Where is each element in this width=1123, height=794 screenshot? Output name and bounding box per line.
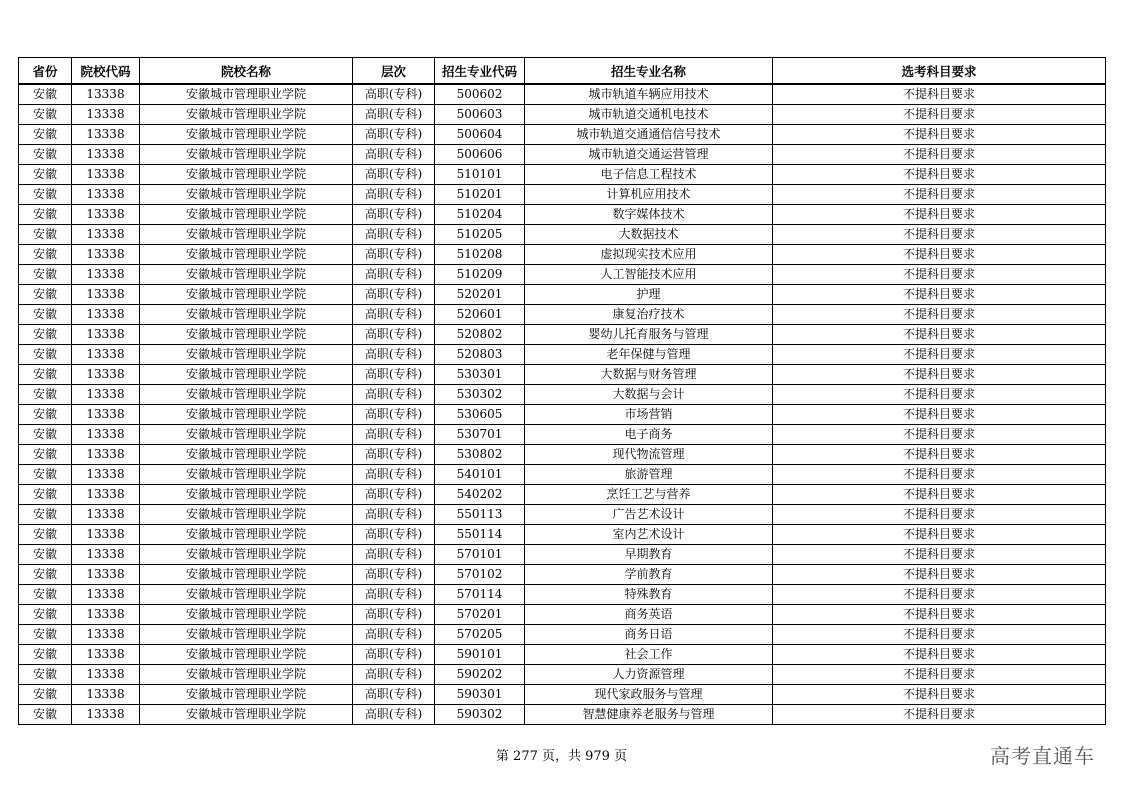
school-name-cell: 安徽城市管理职业学院 bbox=[140, 465, 353, 485]
major-name-cell: 婴幼儿托育服务与管理 bbox=[525, 325, 773, 345]
major-name-cell: 城市轨道交通机电技术 bbox=[525, 105, 773, 125]
major-name-cell: 电子信息工程技术 bbox=[525, 165, 773, 185]
school-name-cell: 安徽城市管理职业学院 bbox=[140, 305, 353, 325]
school-code-cell: 13338 bbox=[72, 505, 140, 525]
table-row bbox=[19, 525, 1106, 545]
school-code-cell: 13338 bbox=[72, 145, 140, 165]
major-name-cell: 室内艺术设计 bbox=[525, 525, 773, 545]
header-school-name: 院校名称 bbox=[140, 58, 353, 85]
province-cell: 安徽 bbox=[19, 565, 72, 585]
subject-requirement-cell: 不提科目要求 bbox=[773, 225, 1106, 245]
table-row bbox=[19, 465, 1106, 485]
major-name-cell: 数字媒体技术 bbox=[525, 205, 773, 225]
level-cell: 高职(专科) bbox=[353, 125, 435, 145]
header-major-name: 招生专业名称 bbox=[525, 58, 773, 85]
subject-requirement-cell: 不提科目要求 bbox=[773, 445, 1106, 465]
subject-requirement-cell: 不提科目要求 bbox=[773, 125, 1106, 145]
major-code-cell: 570102 bbox=[435, 565, 525, 585]
level-cell: 高职(专科) bbox=[353, 345, 435, 365]
major-code-cell: 500604 bbox=[435, 125, 525, 145]
school-code-cell: 13338 bbox=[72, 345, 140, 365]
school-code-cell: 13338 bbox=[72, 84, 140, 105]
table-row bbox=[19, 425, 1106, 445]
major-code-cell: 570201 bbox=[435, 605, 525, 625]
province-cell: 安徽 bbox=[19, 285, 72, 305]
province-cell: 安徽 bbox=[19, 525, 72, 545]
province-cell: 安徽 bbox=[19, 365, 72, 385]
school-code-cell: 13338 bbox=[72, 625, 140, 645]
level-cell: 高职(专科) bbox=[353, 365, 435, 385]
table-row bbox=[19, 565, 1106, 585]
major-code-cell: 500603 bbox=[435, 105, 525, 125]
level-cell: 高职(专科) bbox=[353, 305, 435, 325]
table-row bbox=[19, 405, 1106, 425]
province-cell: 安徽 bbox=[19, 585, 72, 605]
major-name-cell: 护理 bbox=[525, 285, 773, 305]
school-name-cell: 安徽城市管理职业学院 bbox=[140, 665, 353, 685]
major-name-cell: 商务日语 bbox=[525, 625, 773, 645]
table-row bbox=[19, 445, 1106, 465]
school-name-cell: 安徽城市管理职业学院 bbox=[140, 125, 353, 145]
province-cell: 安徽 bbox=[19, 485, 72, 505]
table-row bbox=[19, 145, 1106, 165]
subject-requirement-cell: 不提科目要求 bbox=[773, 105, 1106, 125]
table-row bbox=[19, 705, 1106, 725]
subject-requirement-cell: 不提科目要求 bbox=[773, 245, 1106, 265]
level-cell: 高职(专科) bbox=[353, 585, 435, 605]
table-row bbox=[19, 305, 1106, 325]
major-code-cell: 540101 bbox=[435, 465, 525, 485]
school-code-cell: 13338 bbox=[72, 325, 140, 345]
level-cell: 高职(专科) bbox=[353, 84, 435, 105]
province-cell: 安徽 bbox=[19, 305, 72, 325]
school-code-cell: 13338 bbox=[72, 545, 140, 565]
level-cell: 高职(专科) bbox=[353, 705, 435, 725]
school-code-cell: 13338 bbox=[72, 245, 140, 265]
level-cell: 高职(专科) bbox=[353, 525, 435, 545]
school-code-cell: 13338 bbox=[72, 705, 140, 725]
school-name-cell: 安徽城市管理职业学院 bbox=[140, 685, 353, 705]
major-name-cell: 大数据与财务管理 bbox=[525, 365, 773, 385]
province-cell: 安徽 bbox=[19, 84, 72, 105]
major-code-cell: 550113 bbox=[435, 505, 525, 525]
table-row bbox=[19, 645, 1106, 665]
table-row bbox=[19, 225, 1106, 245]
watermark-logo: 高考直通车 bbox=[990, 744, 1095, 768]
major-code-cell: 520601 bbox=[435, 305, 525, 325]
school-name-cell: 安徽城市管理职业学院 bbox=[140, 505, 353, 525]
table-row bbox=[19, 605, 1106, 625]
table-row bbox=[19, 325, 1106, 345]
school-code-cell: 13338 bbox=[72, 105, 140, 125]
table-row bbox=[19, 365, 1106, 385]
subject-requirement-cell: 不提科目要求 bbox=[773, 425, 1106, 445]
school-code-cell: 13338 bbox=[72, 585, 140, 605]
table-row bbox=[19, 205, 1106, 225]
level-cell: 高职(专科) bbox=[353, 385, 435, 405]
level-cell: 高职(专科) bbox=[353, 145, 435, 165]
major-code-cell: 520803 bbox=[435, 345, 525, 365]
level-cell: 高职(专科) bbox=[353, 505, 435, 525]
subject-requirement-cell: 不提科目要求 bbox=[773, 165, 1106, 185]
province-cell: 安徽 bbox=[19, 445, 72, 465]
subject-requirement-cell: 不提科目要求 bbox=[773, 285, 1106, 305]
major-code-cell: 520802 bbox=[435, 325, 525, 345]
major-name-cell: 学前教育 bbox=[525, 565, 773, 585]
school-name-cell: 安徽城市管理职业学院 bbox=[140, 265, 353, 285]
major-name-cell: 智慧健康养老服务与管理 bbox=[525, 705, 773, 725]
major-name-cell: 康复治疗技术 bbox=[525, 305, 773, 325]
school-code-cell: 13338 bbox=[72, 285, 140, 305]
major-name-cell: 广告艺术设计 bbox=[525, 505, 773, 525]
school-code-cell: 13338 bbox=[72, 205, 140, 225]
level-cell: 高职(专科) bbox=[353, 485, 435, 505]
school-code-cell: 13338 bbox=[72, 645, 140, 665]
major-code-cell: 590301 bbox=[435, 685, 525, 705]
major-name-cell: 人力资源管理 bbox=[525, 665, 773, 685]
subject-requirement-cell: 不提科目要求 bbox=[773, 525, 1106, 545]
province-cell: 安徽 bbox=[19, 145, 72, 165]
school-code-cell: 13338 bbox=[72, 405, 140, 425]
table-row bbox=[19, 265, 1106, 285]
province-cell: 安徽 bbox=[19, 125, 72, 145]
province-cell: 安徽 bbox=[19, 425, 72, 445]
major-code-cell: 500602 bbox=[435, 84, 525, 105]
province-cell: 安徽 bbox=[19, 205, 72, 225]
subject-requirement-cell: 不提科目要求 bbox=[773, 585, 1106, 605]
level-cell: 高职(专科) bbox=[353, 285, 435, 305]
table-row bbox=[19, 245, 1106, 265]
table-row bbox=[19, 185, 1106, 205]
school-code-cell: 13338 bbox=[72, 445, 140, 465]
subject-requirement-cell: 不提科目要求 bbox=[773, 205, 1106, 225]
table-header bbox=[19, 58, 1106, 85]
major-name-cell: 早期教育 bbox=[525, 545, 773, 565]
school-code-cell: 13338 bbox=[72, 305, 140, 325]
province-cell: 安徽 bbox=[19, 665, 72, 685]
level-cell: 高职(专科) bbox=[353, 625, 435, 645]
header-level: 层次 bbox=[353, 58, 435, 85]
province-cell: 安徽 bbox=[19, 465, 72, 485]
major-name-cell: 电子商务 bbox=[525, 425, 773, 445]
subject-requirement-cell: 不提科目要求 bbox=[773, 84, 1106, 105]
subject-requirement-cell: 不提科目要求 bbox=[773, 685, 1106, 705]
header-row bbox=[19, 58, 1106, 85]
school-name-cell: 安徽城市管理职业学院 bbox=[140, 105, 353, 125]
major-name-cell: 旅游管理 bbox=[525, 465, 773, 485]
level-cell: 高职(专科) bbox=[353, 565, 435, 585]
level-cell: 高职(专科) bbox=[353, 685, 435, 705]
province-cell: 安徽 bbox=[19, 405, 72, 425]
province-cell: 安徽 bbox=[19, 245, 72, 265]
major-name-cell: 社会工作 bbox=[525, 645, 773, 665]
school-code-cell: 13338 bbox=[72, 485, 140, 505]
school-code-cell: 13338 bbox=[72, 185, 140, 205]
major-code-cell: 510208 bbox=[435, 245, 525, 265]
school-code-cell: 13338 bbox=[72, 265, 140, 285]
major-name-cell: 烹饪工艺与营养 bbox=[525, 485, 773, 505]
subject-requirement-cell: 不提科目要求 bbox=[773, 625, 1106, 645]
table-row bbox=[19, 345, 1106, 365]
school-name-cell: 安徽城市管理职业学院 bbox=[140, 385, 353, 405]
school-code-cell: 13338 bbox=[72, 365, 140, 385]
table-row bbox=[19, 545, 1106, 565]
major-code-cell: 570101 bbox=[435, 545, 525, 565]
school-name-cell: 安徽城市管理职业学院 bbox=[140, 185, 353, 205]
school-name-cell: 安徽城市管理职业学院 bbox=[140, 585, 353, 605]
school-name-cell: 安徽城市管理职业学院 bbox=[140, 625, 353, 645]
header-subject-requirement: 选考科目要求 bbox=[773, 58, 1106, 85]
subject-requirement-cell: 不提科目要求 bbox=[773, 145, 1106, 165]
major-name-cell: 特殊教育 bbox=[525, 585, 773, 605]
major-name-cell: 老年保健与管理 bbox=[525, 345, 773, 365]
school-code-cell: 13338 bbox=[72, 565, 140, 585]
table-row bbox=[19, 665, 1106, 685]
table-row bbox=[19, 685, 1106, 705]
school-code-cell: 13338 bbox=[72, 125, 140, 145]
major-code-cell: 530301 bbox=[435, 365, 525, 385]
table-row bbox=[19, 125, 1106, 145]
major-name-cell: 现代物流管理 bbox=[525, 445, 773, 465]
province-cell: 安徽 bbox=[19, 705, 72, 725]
major-name-cell: 大数据技术 bbox=[525, 225, 773, 245]
major-code-cell: 570114 bbox=[435, 585, 525, 605]
major-name-cell: 虚拟现实技术应用 bbox=[525, 245, 773, 265]
province-cell: 安徽 bbox=[19, 385, 72, 405]
province-cell: 安徽 bbox=[19, 625, 72, 645]
header-school-code: 院校代码 bbox=[72, 58, 140, 85]
major-code-cell: 590101 bbox=[435, 645, 525, 665]
level-cell: 高职(专科) bbox=[353, 465, 435, 485]
subject-requirement-cell: 不提科目要求 bbox=[773, 545, 1106, 565]
school-code-cell: 13338 bbox=[72, 525, 140, 545]
admission-table bbox=[18, 57, 1106, 725]
level-cell: 高职(专科) bbox=[353, 165, 435, 185]
major-code-cell: 570205 bbox=[435, 625, 525, 645]
header-major-code: 招生专业代码 bbox=[435, 58, 525, 85]
major-name-cell: 城市轨道交通通信信号技术 bbox=[525, 125, 773, 145]
school-name-cell: 安徽城市管理职业学院 bbox=[140, 525, 353, 545]
subject-requirement-cell: 不提科目要求 bbox=[773, 485, 1106, 505]
major-code-cell: 590302 bbox=[435, 705, 525, 725]
level-cell: 高职(专科) bbox=[353, 325, 435, 345]
school-name-cell: 安徽城市管理职业学院 bbox=[140, 325, 353, 345]
level-cell: 高职(专科) bbox=[353, 265, 435, 285]
province-cell: 安徽 bbox=[19, 505, 72, 525]
school-code-cell: 13338 bbox=[72, 385, 140, 405]
major-name-cell: 计算机应用技术 bbox=[525, 185, 773, 205]
major-name-cell: 城市轨道车辆应用技术 bbox=[525, 84, 773, 105]
level-cell: 高职(专科) bbox=[353, 665, 435, 685]
table-row bbox=[19, 625, 1106, 645]
major-name-cell: 人工智能技术应用 bbox=[525, 265, 773, 285]
school-name-cell: 安徽城市管理职业学院 bbox=[140, 345, 353, 365]
subject-requirement-cell: 不提科目要求 bbox=[773, 385, 1106, 405]
school-code-cell: 13338 bbox=[72, 665, 140, 685]
school-name-cell: 安徽城市管理职业学院 bbox=[140, 425, 353, 445]
subject-requirement-cell: 不提科目要求 bbox=[773, 665, 1106, 685]
major-code-cell: 510205 bbox=[435, 225, 525, 245]
province-cell: 安徽 bbox=[19, 105, 72, 125]
school-name-cell: 安徽城市管理职业学院 bbox=[140, 405, 353, 425]
level-cell: 高职(专科) bbox=[353, 545, 435, 565]
level-cell: 高职(专科) bbox=[353, 105, 435, 125]
province-cell: 安徽 bbox=[19, 185, 72, 205]
major-code-cell: 520201 bbox=[435, 285, 525, 305]
major-name-cell: 商务英语 bbox=[525, 605, 773, 625]
province-cell: 安徽 bbox=[19, 645, 72, 665]
header-province: 省份 bbox=[19, 58, 72, 85]
school-code-cell: 13338 bbox=[72, 685, 140, 705]
province-cell: 安徽 bbox=[19, 325, 72, 345]
level-cell: 高职(专科) bbox=[353, 205, 435, 225]
school-code-cell: 13338 bbox=[72, 225, 140, 245]
table-row bbox=[19, 84, 1106, 105]
major-code-cell: 530302 bbox=[435, 385, 525, 405]
table-row bbox=[19, 165, 1106, 185]
table-row bbox=[19, 585, 1106, 605]
table-row bbox=[19, 105, 1106, 125]
level-cell: 高职(专科) bbox=[353, 645, 435, 665]
subject-requirement-cell: 不提科目要求 bbox=[773, 505, 1106, 525]
school-code-cell: 13338 bbox=[72, 425, 140, 445]
school-name-cell: 安徽城市管理职业学院 bbox=[140, 84, 353, 105]
school-name-cell: 安徽城市管理职业学院 bbox=[140, 485, 353, 505]
school-name-cell: 安徽城市管理职业学院 bbox=[140, 605, 353, 625]
major-name-cell: 现代家政服务与管理 bbox=[525, 685, 773, 705]
subject-requirement-cell: 不提科目要求 bbox=[773, 565, 1106, 585]
subject-requirement-cell: 不提科目要求 bbox=[773, 465, 1106, 485]
school-code-cell: 13338 bbox=[72, 605, 140, 625]
subject-requirement-cell: 不提科目要求 bbox=[773, 605, 1106, 625]
table-body bbox=[19, 84, 1106, 725]
subject-requirement-cell: 不提科目要求 bbox=[773, 185, 1106, 205]
major-name-cell: 大数据与会计 bbox=[525, 385, 773, 405]
province-cell: 安徽 bbox=[19, 685, 72, 705]
school-name-cell: 安徽城市管理职业学院 bbox=[140, 645, 353, 665]
major-code-cell: 510101 bbox=[435, 165, 525, 185]
school-name-cell: 安徽城市管理职业学院 bbox=[140, 565, 353, 585]
table-row bbox=[19, 385, 1106, 405]
table-row bbox=[19, 485, 1106, 505]
school-name-cell: 安徽城市管理职业学院 bbox=[140, 245, 353, 265]
major-code-cell: 540202 bbox=[435, 485, 525, 505]
level-cell: 高职(专科) bbox=[353, 445, 435, 465]
subject-requirement-cell: 不提科目要求 bbox=[773, 705, 1106, 725]
province-cell: 安徽 bbox=[19, 605, 72, 625]
school-code-cell: 13338 bbox=[72, 465, 140, 485]
subject-requirement-cell: 不提科目要求 bbox=[773, 325, 1106, 345]
school-name-cell: 安徽城市管理职业学院 bbox=[140, 705, 353, 725]
subject-requirement-cell: 不提科目要求 bbox=[773, 405, 1106, 425]
major-code-cell: 530802 bbox=[435, 445, 525, 465]
page-number: 第 277 页，共 979 页 bbox=[495, 749, 628, 764]
table-row bbox=[19, 505, 1106, 525]
level-cell: 高职(专科) bbox=[353, 245, 435, 265]
level-cell: 高职(专科) bbox=[353, 605, 435, 625]
major-name-cell: 市场营销 bbox=[525, 405, 773, 425]
major-code-cell: 510201 bbox=[435, 185, 525, 205]
school-name-cell: 安徽城市管理职业学院 bbox=[140, 145, 353, 165]
level-cell: 高职(专科) bbox=[353, 185, 435, 205]
province-cell: 安徽 bbox=[19, 345, 72, 365]
province-cell: 安徽 bbox=[19, 545, 72, 565]
school-name-cell: 安徽城市管理职业学院 bbox=[140, 545, 353, 565]
province-cell: 安徽 bbox=[19, 225, 72, 245]
subject-requirement-cell: 不提科目要求 bbox=[773, 345, 1106, 365]
subject-requirement-cell: 不提科目要求 bbox=[773, 305, 1106, 325]
level-cell: 高职(专科) bbox=[353, 225, 435, 245]
major-code-cell: 510204 bbox=[435, 205, 525, 225]
province-cell: 安徽 bbox=[19, 265, 72, 285]
subject-requirement-cell: 不提科目要求 bbox=[773, 365, 1106, 385]
school-name-cell: 安徽城市管理职业学院 bbox=[140, 205, 353, 225]
major-code-cell: 550114 bbox=[435, 525, 525, 545]
subject-requirement-cell: 不提科目要求 bbox=[773, 265, 1106, 285]
major-code-cell: 530605 bbox=[435, 405, 525, 425]
school-name-cell: 安徽城市管理职业学院 bbox=[140, 365, 353, 385]
school-name-cell: 安徽城市管理职业学院 bbox=[140, 165, 353, 185]
major-code-cell: 500606 bbox=[435, 145, 525, 165]
subject-requirement-cell: 不提科目要求 bbox=[773, 645, 1106, 665]
school-code-cell: 13338 bbox=[72, 165, 140, 185]
province-cell: 安徽 bbox=[19, 165, 72, 185]
major-code-cell: 530701 bbox=[435, 425, 525, 445]
major-name-cell: 城市轨道交通运营管理 bbox=[525, 145, 773, 165]
school-name-cell: 安徽城市管理职业学院 bbox=[140, 225, 353, 245]
major-code-cell: 510209 bbox=[435, 265, 525, 285]
school-name-cell: 安徽城市管理职业学院 bbox=[140, 285, 353, 305]
level-cell: 高职(专科) bbox=[353, 405, 435, 425]
level-cell: 高职(专科) bbox=[353, 425, 435, 445]
table-row bbox=[19, 285, 1106, 305]
major-code-cell: 590202 bbox=[435, 665, 525, 685]
school-name-cell: 安徽城市管理职业学院 bbox=[140, 445, 353, 465]
